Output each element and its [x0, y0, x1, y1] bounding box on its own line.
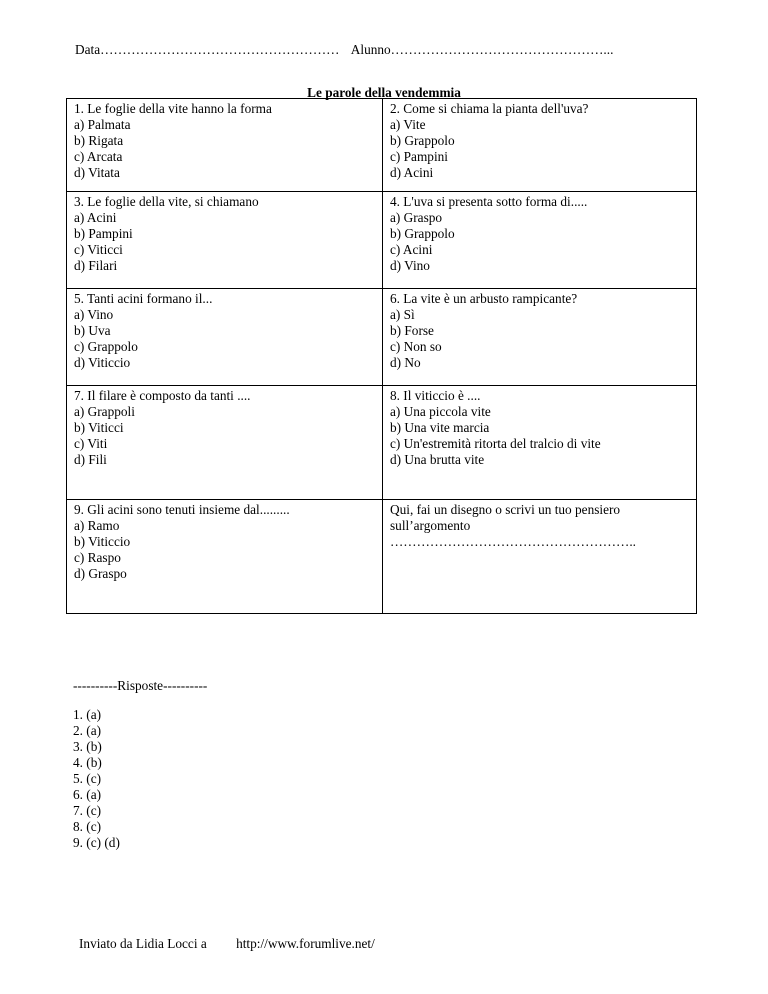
question-cell-1	[67, 99, 383, 192]
option-d: d) Graspo	[74, 566, 127, 581]
question-cell-8	[383, 386, 697, 500]
answer-item: 5. (c)	[73, 771, 102, 786]
question-cell-9	[67, 500, 383, 614]
drawing-topic: sull’argomento	[390, 518, 471, 533]
question-cell-6	[383, 289, 697, 386]
option-d: d) Una brutta vite	[390, 452, 485, 467]
question-text: 9. Gli acini sono tenuti insieme dal.........	[74, 502, 290, 517]
footer-sender: Inviato da Lidia Locci a	[79, 936, 207, 951]
option-b: b) Rigata	[74, 133, 124, 148]
answer-item: 7. (c)	[73, 803, 102, 818]
page-title: Le parole della vendemmia	[307, 85, 461, 100]
answers-heading: ----------Risposte----------	[73, 678, 208, 693]
answer-item: 1. (a)	[73, 707, 102, 722]
answer-item: 3. (b)	[73, 739, 102, 754]
quiz-table	[66, 98, 697, 614]
question-text: 5. Tanti acini formano il...	[74, 291, 213, 306]
answer-item: 4. (b)	[73, 755, 102, 770]
footer	[79, 936, 375, 952]
option-a: a) Vino	[74, 307, 114, 322]
option-b: b) Forse	[390, 323, 434, 338]
option-d: d) Fili	[74, 452, 107, 467]
option-b: b) Viticci	[74, 420, 124, 435]
option-b: b) Una vite marcia	[390, 420, 490, 435]
drawing-box	[383, 500, 697, 614]
alunno-field-label: Alunno…………………………………………...	[350, 42, 614, 57]
option-a: a) Grappoli	[74, 404, 135, 419]
option-d: d) Acini	[390, 165, 434, 180]
drawing-dotted-line: ………………………………………………..	[390, 534, 636, 549]
option-c: c) Acini	[390, 242, 433, 257]
question-text: 7. Il filare è composto da tanti ....	[74, 388, 251, 403]
question-text: 2. Come si chiama la pianta dell'uva?	[390, 101, 589, 116]
option-d: d) Vino	[390, 258, 430, 273]
question-text: 3. Le foglie della vite, si chiamano	[74, 194, 259, 209]
footer-url: http://www.forumlive.net/	[236, 936, 375, 951]
question-text: 1. Le foglie della vite hanno la forma	[74, 101, 272, 116]
option-c: c) Un'estremità ritorta del tralcio di vite	[390, 436, 601, 451]
option-a: a) Una piccola vite	[390, 404, 491, 419]
option-b: b) Uva	[74, 323, 111, 338]
question-cell-2	[383, 99, 697, 192]
option-c: c) Arcata	[74, 149, 123, 164]
question-cell-4	[383, 192, 697, 289]
quiz-row	[67, 386, 697, 500]
option-a: a) Vite	[390, 117, 426, 132]
option-c: c) Raspo	[74, 550, 121, 565]
option-c: c) Pampini	[390, 149, 448, 164]
option-a: a) Sì	[390, 307, 415, 322]
question-text: 8. Il viticcio è ....	[390, 388, 481, 403]
option-d: d) Vitata	[74, 165, 120, 180]
option-c: c) Viti	[74, 436, 108, 451]
question-cell-7	[67, 386, 383, 500]
quiz-row	[67, 289, 697, 386]
drawing-instruction: Qui, fai un disegno o scrivi un tuo pensiero	[390, 502, 621, 517]
question-text: 4. L'uva si presenta sotto forma di.....	[390, 194, 588, 209]
question-cell-3	[67, 192, 383, 289]
quiz-row	[67, 99, 697, 192]
answers-list	[73, 707, 120, 851]
answer-item: 8. (c)	[73, 819, 102, 834]
option-a: a) Graspo	[390, 210, 443, 225]
quiz-row	[67, 500, 697, 614]
quiz-row	[67, 192, 697, 289]
option-d: d) No	[390, 355, 421, 370]
option-c: c) Viticci	[74, 242, 123, 257]
option-c: c) Non so	[390, 339, 442, 354]
option-b: b) Grappolo	[390, 133, 455, 148]
header-line	[75, 42, 613, 58]
question-text: 6. La vite è un arbusto rampicante?	[390, 291, 578, 306]
option-d: d) Viticcio	[74, 355, 131, 370]
option-a: a) Ramo	[74, 518, 120, 533]
answer-item: 9. (c) (d)	[73, 835, 120, 850]
option-b: b) Pampini	[74, 226, 133, 241]
data-field-label: Data………………………………………………	[75, 42, 340, 57]
option-b: b) Grappolo	[390, 226, 455, 241]
question-cell-5	[67, 289, 383, 386]
option-c: c) Grappolo	[74, 339, 138, 354]
option-a: a) Palmata	[74, 117, 131, 132]
answer-item: 2. (a)	[73, 723, 102, 738]
answer-item: 6. (a)	[73, 787, 102, 802]
option-d: d) Filari	[74, 258, 118, 273]
option-a: a) Acini	[74, 210, 117, 225]
option-b: b) Viticcio	[74, 534, 131, 549]
